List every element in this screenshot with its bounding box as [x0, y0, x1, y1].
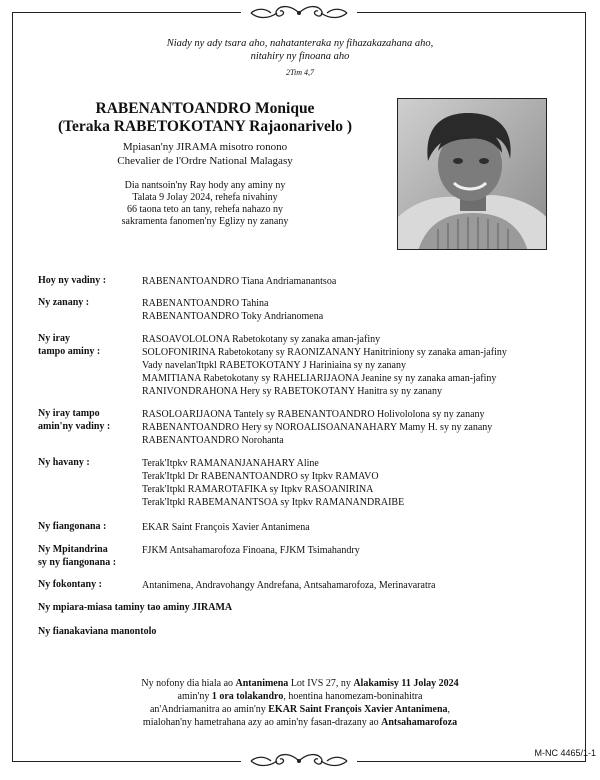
- deceased-name: [40, 100, 370, 136]
- family-group: [38, 521, 578, 534]
- colleagues-line: Ny mpiara-miasa taminy tao aminy JIRAMA: [38, 602, 233, 613]
- portrait-photo: [397, 98, 547, 250]
- reference-code: M-NC 4465/1-1: [534, 748, 596, 758]
- funeral-place: Antanimena: [235, 678, 289, 689]
- family-group: [38, 457, 578, 509]
- family-group: [38, 544, 578, 569]
- label-line: tampo aminy :: [38, 345, 101, 357]
- label-line: amin'ny vadiny :: [38, 420, 111, 432]
- death-line: 66 taona teto an tany, rehefa nahazo ny: [127, 204, 283, 215]
- death-line: Talata 9 Jolay 2024, rehefa nivahiny: [132, 192, 278, 203]
- death-line: sakramenta fanomen'ny Eglizy ny zanany: [121, 216, 289, 227]
- family-group-label: [38, 333, 142, 398]
- funeral-line: [0, 703, 600, 716]
- family-member: RABENANTOANDRO Tiana Andriamanantsoa: [142, 276, 337, 287]
- bottom-ornament-icon: [241, 752, 357, 770]
- family-group: [38, 275, 578, 288]
- label-line: Ny havany :: [38, 457, 90, 468]
- label-line: Ny fiangonana :: [38, 521, 107, 532]
- family-group-members: [142, 297, 578, 323]
- funeral-text: an'Andriamanitra ao amin'ny: [149, 704, 269, 715]
- funeral-text: Ny nofony dia hiala ao: [141, 678, 236, 689]
- funeral-text: Lot IVS 27, ny: [288, 678, 354, 689]
- family-member: RANIVONDRAHONA Hery sy RABETOKOTANY Hanitra sy ny zanany: [142, 386, 442, 397]
- family-member: Vady navelan'Itpkl RABETOKOTANY J Hariniaina sy ny zanany: [142, 360, 406, 371]
- death-line: Dia nantsoin'ny Ray hody any aminy ny: [124, 180, 286, 191]
- family-member: Terak'Itpkv RAMANANJANAHARY Aline: [142, 458, 319, 469]
- family-group: [38, 297, 578, 323]
- label-line: Hoy ny vadiny :: [38, 275, 107, 286]
- funeral-text: ,: [447, 704, 451, 715]
- family-group: [38, 579, 578, 592]
- family-group-members: [142, 521, 578, 534]
- death-announcement: [40, 180, 370, 228]
- title-line: Mpiasan'ny JIRAMA misotro ronono: [122, 141, 288, 153]
- family-group-members: [142, 544, 578, 569]
- family-member: RABENANTOANDRO Norohanta: [142, 435, 284, 446]
- family-group-label: [38, 457, 142, 509]
- family-group-members: [142, 408, 578, 447]
- family-group-members: [142, 275, 578, 288]
- family-member: RABENANTOANDRO Tahina: [142, 298, 269, 309]
- family-member: Terak'Itpkl Dr RABENANTOANDRO sy Itpkv RAMAVO: [142, 471, 379, 482]
- verse-line: Niady ny ady tsara aho, nahatanteraka ny fihazakazahana aho,: [166, 38, 434, 49]
- funeral-text: mialohan'ny hametrahana azy ao amin'ny fasan-drazany ao: [142, 717, 382, 728]
- funeral-text: amin'ny: [177, 691, 212, 702]
- family-group-label: [38, 408, 142, 447]
- family-group-label: [38, 297, 142, 323]
- family-member: FJKM Antsahamarofoza Finoana, FJKM Tsimahandry: [142, 545, 360, 556]
- family-member: Terak'Itpkl RABEMANANTSOA sy Itpkv RAMANANDRAIBE: [142, 497, 405, 508]
- funeral-time: 1 ora tolakandro: [211, 691, 284, 702]
- family-group: [38, 333, 578, 398]
- label-line: Ny iray: [38, 333, 70, 344]
- family-member: Antanimena, Andravohangy Andrefana, Antsahamarofoza, Merinavaratra: [142, 580, 436, 591]
- funeral-details: [0, 677, 600, 729]
- funeral-line: [0, 677, 600, 690]
- funeral-line: [0, 690, 600, 703]
- family-member: RABENANTOANDRO Hery sy NOROALISOANANAHARY Mamy H. sy ny zanany: [142, 422, 493, 433]
- family-member: MAMITIANA Rabetokotany sy RAHELIARIJAONA Jeanine sy ny zanaka aman-jafiny: [142, 373, 497, 384]
- title-line: Chevalier de l'Ordre National Malagasy: [117, 154, 293, 167]
- family-member: RABENANTOANDRO Toky Andrianomena: [142, 311, 324, 322]
- funeral-line: [0, 716, 600, 729]
- name-line: RABENANTOANDRO Monique: [95, 100, 315, 117]
- family-member: SOLOFONIRINA Rabetokotany sy RAONIZANANY Hanitriniony sy zanaka aman-jafiny: [142, 347, 507, 358]
- verse-reference: 2Tim 4,7: [285, 68, 314, 77]
- family-member: RASOAVOLOLONA Rabetokotany sy zanaka aman-jafiny: [142, 334, 381, 345]
- family-list: [38, 265, 578, 638]
- family-group-label: [38, 275, 142, 288]
- label-line: Ny Mpitandrina: [38, 544, 108, 555]
- label-line: Ny zanany :: [38, 297, 90, 308]
- family-member: RASOLOARIJAONA Tantely sy RABENANTOANDRO Holivololona sy ny zanany: [142, 409, 485, 420]
- label-line: Ny iray tampo: [38, 408, 100, 419]
- label-line: sy ny fiangonana :: [38, 556, 117, 568]
- family-group-members: [142, 457, 578, 509]
- family-group-label: [38, 544, 142, 569]
- family-group-members: [142, 333, 578, 398]
- family-member: EKAR Saint François Xavier Antanimena: [142, 522, 310, 533]
- family-group-members: [142, 579, 578, 592]
- maiden-name-line: (Teraka RABETOKOTANY Rajaonarivelo ): [57, 118, 353, 135]
- bible-verse: [0, 37, 600, 63]
- portrait-illustration-icon: [398, 99, 547, 250]
- family-group: [38, 408, 578, 447]
- verse-line: nitahiry ny finoana aho: [250, 51, 350, 62]
- funeral-text: , hoentina hanomezam-boninahitra: [283, 691, 423, 702]
- deceased-titles: [40, 141, 370, 168]
- relatives-line: Ny fianakaviana manontolo: [38, 625, 157, 637]
- top-ornament-icon: [241, 4, 357, 22]
- family-group-label: [38, 579, 142, 592]
- funeral-date: Alakamisy 11 Jolay 2024: [353, 678, 459, 689]
- burial-place: Antsahamarofoza: [381, 717, 458, 728]
- funeral-church: EKAR Saint François Xavier Antanimena: [268, 704, 448, 715]
- family-group-label: [38, 521, 142, 534]
- family-member: Terak'Itpkl RAMAROTAFIKA sy Itpkv RASOANIRINA: [142, 484, 374, 495]
- label-line: Ny fokontany :: [38, 579, 102, 590]
